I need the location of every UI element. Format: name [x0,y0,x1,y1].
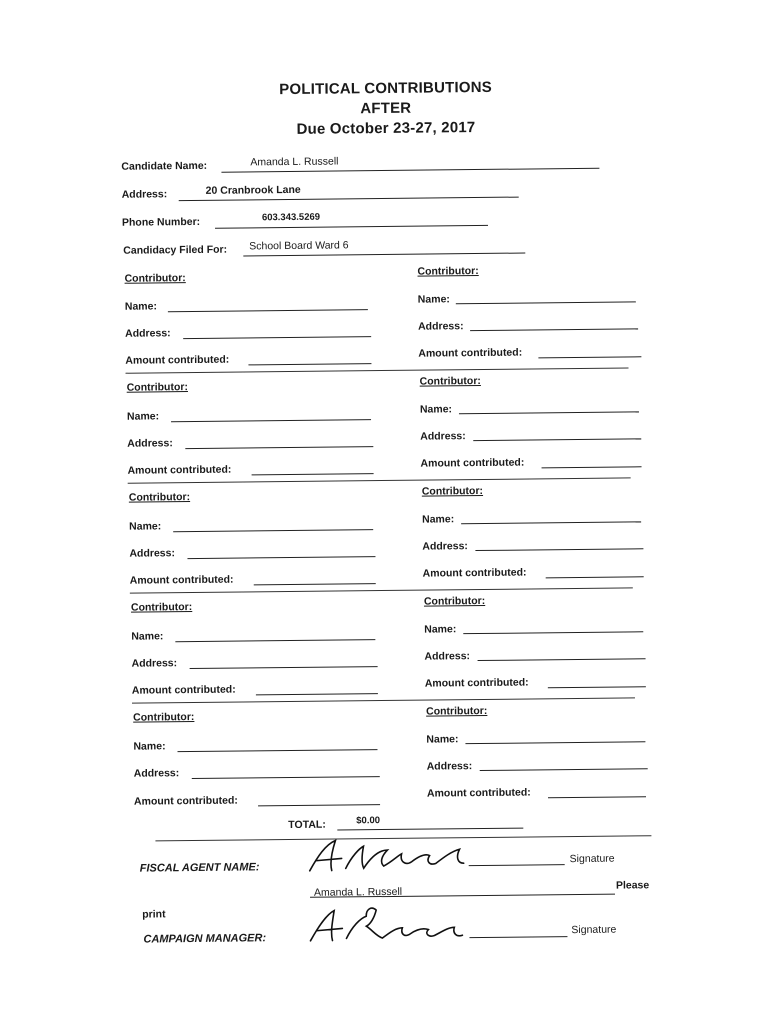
contributor-amount-label: Amount contributed: [127,463,232,477]
contributor-name-line [168,309,368,312]
contributor-name-label: Name: [126,410,160,423]
contributor-name-label: Name: [419,403,453,416]
fiscal-agent-label: FISCAL AGENT NAME: [139,861,260,875]
print-label: print [142,908,166,921]
candidate-address-value: 20 Cranbrook Lane [205,183,301,197]
contributor-address-line [192,776,380,779]
form-title-line1: POLITICAL CONTRIBUTIONS [279,78,492,99]
contributor-name-label: Name: [417,293,450,306]
please-label: Please [615,879,650,892]
contributor-name-line [173,529,373,532]
contributor-address-line [185,446,373,449]
contributor-address-line [190,666,378,669]
form-title-line3: Due October 23-27, 2017 [296,119,476,138]
contributor-name-label: Name: [424,623,457,636]
contributor-address-label: Address: [125,327,171,340]
form-title-line2: AFTER [360,99,412,118]
candidate-phone-label: Phone Number: [121,215,201,229]
contributor-name-label: Name: [131,630,164,643]
contributor-address-line [187,556,375,559]
contributor-amount-line [256,693,378,695]
contributor-address-label: Address: [127,437,173,450]
contributor-amount-label: Amount contributed: [422,566,527,580]
contributor-name-line [456,301,636,304]
contributor-name-label: Name: [133,740,166,753]
contributor-amount-line [548,686,646,688]
candidate-name-label: Candidate Name: [121,159,208,173]
campaign-manager-signature-line [469,936,567,938]
section-divider [132,697,635,703]
contributor-name-line [459,411,639,414]
contributor-name-label: Name: [129,520,162,533]
candidate-phone-value: 603.343.5269 [261,211,321,224]
contributor-address-label: Address: [424,650,471,663]
contributor-amount-label: Amount contributed: [418,346,523,360]
contributor-amount-line [548,796,646,798]
contributor-address-label: Address: [133,767,180,780]
contributor-address-label: Address: [131,657,178,670]
contributor-heading: Contributor: [417,265,479,278]
contributor-heading: Contributor: [128,491,191,504]
contributor-heading: Contributor: [124,272,186,285]
contributor-heading: Contributor: [421,484,484,498]
contributor-address-label: Address: [426,760,473,773]
fiscal-agent-signature-mark [301,835,501,877]
contributor-amount-label: Amount contributed: [129,573,234,587]
contributor-address-line [473,438,641,441]
candidacy-value: School Board Ward 6 [249,239,349,253]
contributor-amount-line [538,356,641,358]
candidate-address-line [179,197,519,202]
contributor-heading: Contributor: [419,374,481,388]
contributor-amount-line [258,804,380,806]
contributor-amount-label: Amount contributed: [133,794,238,808]
contributor-address-label: Address: [420,430,466,443]
contributor-name-label: Name: [124,300,158,313]
contributor-heading: Contributor: [426,704,488,718]
contributor-amount-line [546,576,644,578]
contributor-name-line [465,741,645,744]
candidacy-label: Candidacy Filed For: [123,243,228,257]
contributor-address-label: Address: [422,540,468,553]
contributor-heading: Contributor: [126,381,188,394]
fiscal-agent-signature-line [469,864,565,866]
fiscal-agent-signature-label: Signature [569,852,615,866]
contributor-name-line [461,521,641,524]
contributor-address-line [475,548,643,551]
contributor-address-line [478,658,646,661]
contributor-heading: Contributor: [423,594,486,608]
contributor-amount-label: Amount contributed: [426,786,531,800]
contributor-address-line [183,336,371,339]
contributor-heading: Contributor: [133,711,195,724]
contributor-amount-line [248,363,371,365]
total-line [337,828,523,831]
contributor-amount-line [254,583,376,585]
contributor-amount-line [252,473,374,475]
candidate-address-label: Address: [121,188,168,201]
contributor-name-line [463,631,643,634]
total-value: $0.00 [356,815,381,827]
candidate-name-line [221,168,599,173]
contributor-amount-label: Amount contributed: [125,353,230,367]
contributor-name-line [171,419,371,422]
contributor-name-line [177,749,377,752]
contributor-amount-label: Amount contributed: [420,456,525,470]
contributor-amount-label: Amount contributed: [131,683,236,697]
candidate-phone-line [215,225,488,229]
contributor-address-label: Address: [417,320,464,333]
campaign-manager-signature-label: Signature [571,923,617,937]
contributor-name-label: Name: [426,733,459,746]
contributor-address-line [470,328,638,331]
candidacy-line [243,253,525,257]
contributor-heading: Contributor: [130,601,193,614]
section-divider [128,477,631,483]
contributor-amount-label: Amount contributed: [424,676,529,690]
section-divider [126,367,629,373]
campaign-manager-signature-mark [304,903,504,947]
contributor-amount-line [542,466,642,468]
fiscal-agent-printed-name: Amanda L. Russell [313,885,403,899]
total-label: TOTAL: [288,818,326,832]
contributor-name-line [175,639,375,642]
contributor-name-label: Name: [422,513,455,526]
candidate-name-value: Amanda L. Russell [250,155,339,169]
section-divider [130,587,633,593]
contributor-address-label: Address: [129,547,175,560]
contributor-address-line [480,768,648,771]
campaign-manager-label: CAMPAIGN MANAGER: [143,932,267,946]
